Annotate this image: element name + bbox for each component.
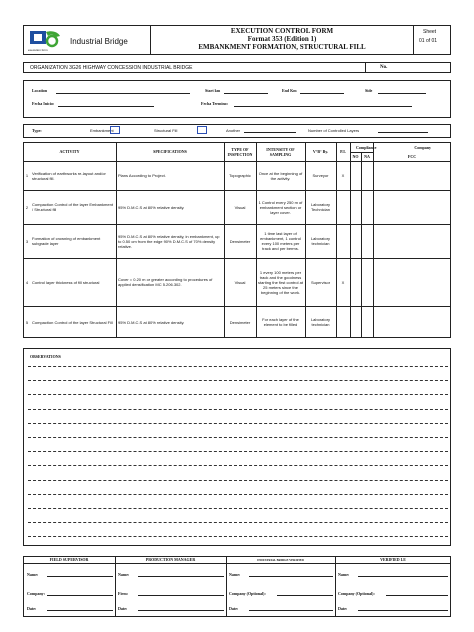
signature-field-line[interactable] <box>249 576 333 577</box>
header-divider-1 <box>150 25 151 55</box>
signature-header-verified-ie: VERIFIED I.E <box>380 557 406 562</box>
sheet-value: 01 of 01 <box>419 38 438 44</box>
signature-field-line[interactable] <box>138 595 224 596</box>
signature-field-label: Company (Optional): <box>338 591 375 596</box>
embankment-checkbox[interactable] <box>110 126 120 134</box>
signature-header-production-manager: PRODUCTION MANAGER <box>145 557 196 562</box>
observation-line[interactable] <box>28 522 448 523</box>
col-divider-na <box>373 142 374 338</box>
row-pi <box>336 224 350 258</box>
title-line-3: EMBANKMENT FORMATION, STRUCTURAL FILL <box>198 43 366 51</box>
signature-header-field-supervisor: FIELD SUPERVISOR <box>49 557 89 562</box>
signature-field-label: Date: <box>229 606 239 611</box>
structural-fill-checkbox[interactable] <box>197 126 207 134</box>
signature-col-divider-3 <box>335 556 336 617</box>
row-intensity: 1 every 100 meters per track and the goodness starting the first control at 25 meters since the beginning of the work. <box>258 269 303 295</box>
header-intensity: INTENSITY OF SAMPLING <box>266 146 295 157</box>
start-date-label: Fecha Inicio: <box>32 101 55 106</box>
signature-field-label: Date: <box>338 606 348 611</box>
row-inspection-type: Topographic <box>229 173 251 178</box>
observation-line[interactable] <box>28 366 448 367</box>
signature-field-line[interactable] <box>138 576 224 577</box>
header-company: Company <box>414 144 431 150</box>
row-number: 5 <box>25 319 29 325</box>
signature-field-line[interactable] <box>249 610 333 611</box>
start-km-label: Start km <box>205 88 221 93</box>
signature-field-line[interactable] <box>358 610 448 611</box>
row-specification: 95% D.M.C.S at 80% relative density, in embankment, up to 0.50 cm from the edge 90% D.M.C.S of 70% density relative. <box>118 233 220 249</box>
row-pi: X <box>341 173 345 178</box>
signature-field-label: Company: <box>27 591 46 596</box>
header-type-of-inspection: TYPE OF INSPECTION <box>227 146 253 157</box>
row-number: 3 <box>25 238 29 244</box>
header-no: NO <box>352 154 359 159</box>
signature-field-label: Date: <box>118 606 128 611</box>
header-na: NA <box>364 154 370 159</box>
location-field[interactable] <box>56 93 190 94</box>
row-number: 4 <box>25 279 29 285</box>
side-field[interactable] <box>378 93 426 94</box>
signature-field-line[interactable] <box>47 576 113 577</box>
row-verified-by: Laboratory technician <box>310 236 331 246</box>
header-compliance: Compliance <box>356 144 377 150</box>
signature-col-divider-2 <box>226 556 227 617</box>
number-label: No. <box>380 65 388 70</box>
signature-field-line[interactable] <box>386 595 448 596</box>
end-km-label: End Km <box>282 88 297 93</box>
signature-field-label: Date: <box>27 606 37 611</box>
end-date-field[interactable] <box>234 106 412 107</box>
header-fcc: FCC <box>407 154 417 159</box>
start-date-field[interactable] <box>58 106 154 107</box>
row-verified-by: Laboratory technician <box>310 317 331 327</box>
row-activity: Formation of crowning of embankment subgrade layer <box>32 236 101 246</box>
row-number: 2 <box>25 204 29 210</box>
row-intensity: For each layer of the element to be filled <box>262 317 299 327</box>
header-pi: P.I. <box>340 149 346 154</box>
row-activity: Compaction Control of the layer Embankment / Structural fill <box>32 202 113 212</box>
logo-icon <box>28 28 68 50</box>
col-divider-pi <box>350 142 351 338</box>
header-vb-by: V°B° By. <box>312 149 329 154</box>
sheet-label: Sheet <box>423 29 437 35</box>
header-specifications: SPECIFICATIONS <box>153 149 187 154</box>
observation-line[interactable] <box>28 423 448 424</box>
row-number: 1 <box>25 173 29 178</box>
observations-box <box>23 348 451 546</box>
row-specification: 95% D.M.C.S at 80% relative density. <box>118 204 185 210</box>
observation-line[interactable] <box>28 409 448 410</box>
signature-header-divider <box>23 563 451 564</box>
observation-line[interactable] <box>28 437 448 438</box>
observation-line[interactable] <box>28 465 448 466</box>
title-line-1: EXECUTION CONTROL FORM <box>230 27 334 35</box>
row-specification: Cover = 0.20 m or greater according to procedures of applied densification MC 5.206.302. <box>118 277 213 287</box>
row-verified-by: Supervisor <box>310 279 331 285</box>
row-specification: 95% D.M.C.S at 80% relative density. <box>118 319 185 325</box>
header-activity: ACTIVITY <box>59 149 80 154</box>
location-box <box>23 80 451 118</box>
row-activity: Compaction Control of the layer Structural Fill <box>32 319 113 325</box>
another-label: Another <box>226 128 241 133</box>
signature-field-line[interactable] <box>47 610 113 611</box>
side-label: Side <box>365 88 373 93</box>
signature-field-line[interactable] <box>47 595 113 596</box>
row-intensity: Once at the beginning of the activity. <box>258 170 303 181</box>
end-km-field[interactable] <box>300 93 344 94</box>
signature-field-label: Name: <box>229 572 241 577</box>
signature-field-line[interactable] <box>358 576 448 577</box>
col-divider-no <box>361 152 362 338</box>
controlled-layers-label: Number of Controlled Layers <box>308 128 360 133</box>
observation-line[interactable] <box>28 494 448 495</box>
signature-field-line[interactable] <box>277 595 333 596</box>
logo-caption: execution form <box>28 48 48 52</box>
observation-line[interactable] <box>28 394 448 395</box>
signature-field-label: Company (Optional): <box>229 591 266 596</box>
row-activity: Verification of earthworks re-layout and/or structural fill. <box>32 170 106 181</box>
structural-fill-label: Structural Fill <box>154 128 178 133</box>
row-verified-by: Laboratory Technician <box>310 202 331 212</box>
signature-field-label: Name: <box>338 572 350 577</box>
observation-line[interactable] <box>28 480 448 481</box>
signature-field-label: Firm: <box>118 591 128 596</box>
signature-col-divider-1 <box>115 556 116 617</box>
signature-field-label: Name: <box>118 572 130 577</box>
row-inspection-type: Densimeter <box>229 238 251 244</box>
row-inspection-type: Densimeter <box>229 319 251 325</box>
row-pi: X <box>341 279 345 285</box>
row-pi <box>336 190 350 224</box>
org-bar-divider <box>365 62 366 73</box>
observation-line[interactable] <box>28 536 448 537</box>
end-date-label: Fecha Termino: <box>201 101 228 106</box>
row-inspection-type: Visual <box>234 204 246 210</box>
type-label: Type: <box>32 128 42 133</box>
observations-label: OBSERVATIONS <box>30 354 61 359</box>
organization-name: ORGANIZATION 3G26 HIGHWAY CONCESSION INDUSTRIAL BRIDGE <box>30 65 193 71</box>
company-logo <box>28 28 68 50</box>
header-divider-2 <box>413 25 414 55</box>
signature-header-ib-verified: INDUSTRIAL BRIDGE VERIFIED <box>257 557 304 562</box>
row-verified-by: Surveyor <box>312 173 329 178</box>
observation-line[interactable] <box>28 380 448 381</box>
signature-field-label: Name: <box>27 572 39 577</box>
row-inspection-type: Visual <box>234 279 246 285</box>
title-line-2: Format 353 (Edition 1) <box>247 35 317 43</box>
form-title <box>152 27 412 51</box>
row-pi <box>336 306 350 338</box>
row-activity: Control layer thickness of fill structural <box>32 279 100 285</box>
company-logo-text: Industrial Bridge <box>70 37 128 46</box>
observation-line[interactable] <box>28 451 448 452</box>
start-km-field[interactable] <box>224 93 268 94</box>
observation-line[interactable] <box>28 508 448 509</box>
row-specification: Plans According to Project. <box>118 173 166 178</box>
controlled-layers-field[interactable] <box>378 132 428 133</box>
location-label: Location <box>32 88 48 93</box>
another-field[interactable] <box>244 132 296 133</box>
signature-field-line[interactable] <box>138 610 224 611</box>
embankment-label: Embankment <box>90 128 114 133</box>
row-intensity: 1 Control every 250 m of embankment section or layer cover. <box>258 199 303 215</box>
row-intensity: 1 time last layer of embankment, 1 control every 100 meters per track and per berms. <box>260 231 301 251</box>
